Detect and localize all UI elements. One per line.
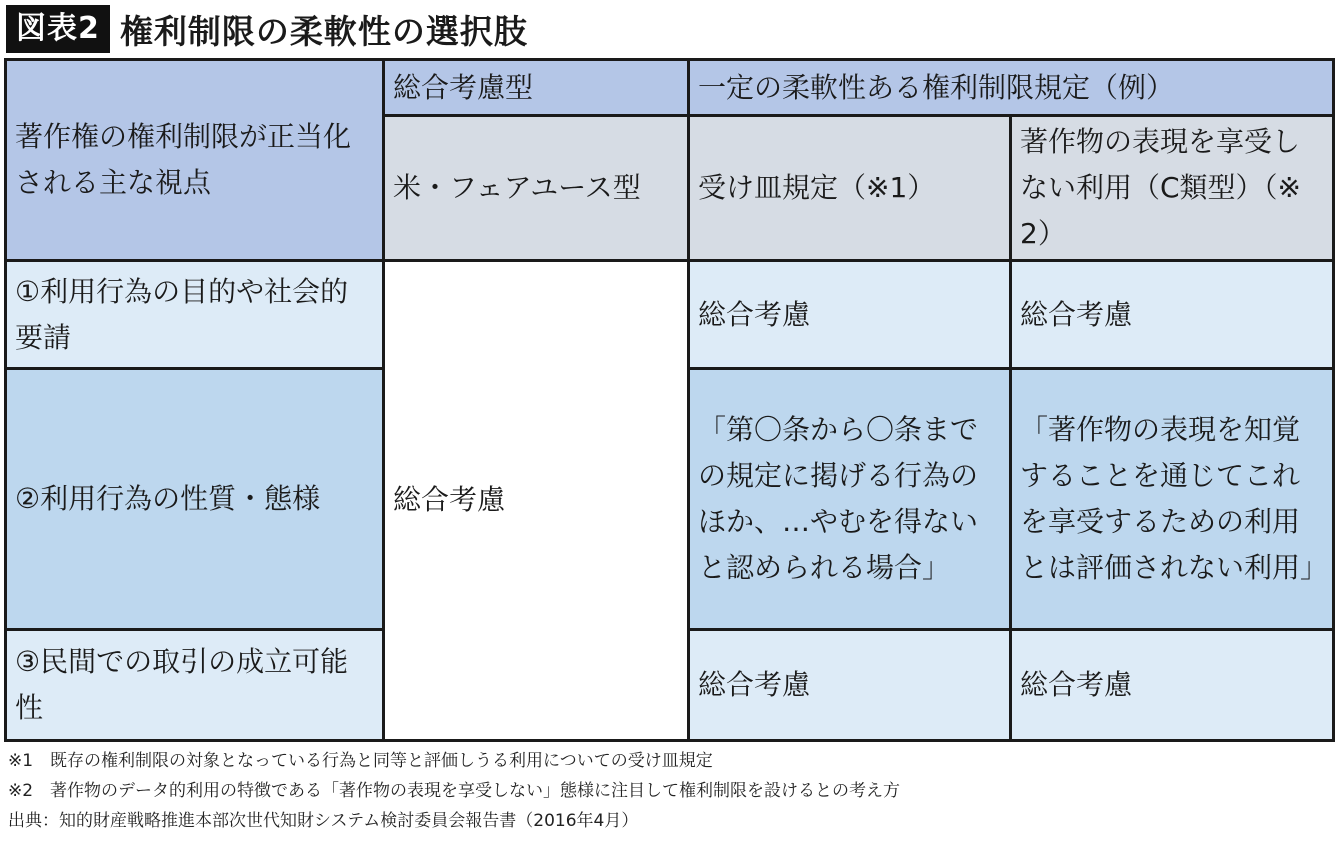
- cell-non-enjoyment: 「著作物の表現を知覚することを通じてこれを享受するための利用とは評価されない利用」: [1011, 369, 1334, 630]
- cell-catch-all: 総合考慮: [689, 630, 1011, 741]
- figure-title-text: 権利制限の柔軟性の選択肢: [119, 11, 528, 51]
- row-viewpoint-nature: ②利用行為の性質・態様: [6, 369, 384, 630]
- figure-number-badge: 図表2: [6, 5, 110, 53]
- table-header-row: [6, 60, 1334, 116]
- header-comprehensive-type: 総合考慮型: [384, 60, 689, 116]
- header-viewpoint: 著作権の権利制限が正当化される主な視点: [6, 60, 384, 261]
- table-row: [6, 260, 1334, 368]
- cell-fair-use-comprehensive: 総合考慮: [384, 260, 689, 740]
- header-flexible-provisions: 一定の柔軟性ある権利制限規定（例）: [689, 60, 1334, 116]
- flexibility-options-table: [4, 58, 1335, 742]
- subheader-catch-all: 受け皿規定（※1）: [689, 116, 1011, 261]
- figure-title: [6, 4, 528, 54]
- footnote-1: ※1 既存の権利制限の対象となっている行為と同等と評価しうる利用についての受け皿規定: [8, 751, 713, 771]
- row-viewpoint-market: ③民間での取引の成立可能性: [6, 630, 384, 741]
- row-viewpoint-purpose: ①利用行為の目的や社会的要請: [6, 260, 384, 368]
- footnote-2: ※2 著作物のデータ的利用の特徴である「著作物の表現を享受しない」態様に注目して権利制限を設けるとの考え方: [8, 781, 901, 801]
- cell-catch-all: 総合考慮: [689, 260, 1011, 368]
- cell-catch-all: 「第〇条から〇条までの規定に掲げる行為のほか、…やむを得ないと認められる場合」: [689, 369, 1011, 630]
- footnotes: [8, 746, 1328, 836]
- cell-non-enjoyment: 総合考慮: [1011, 260, 1334, 368]
- subheader-us-fair-use: 米・フェアユース型: [384, 116, 689, 261]
- source-note: 出典：知的財産戦略推進本部次世代知財システム検討委員会報告書（2016年4月）: [8, 811, 639, 831]
- cell-non-enjoyment: 総合考慮: [1011, 630, 1334, 741]
- subheader-non-enjoyment: 著作物の表現を享受しない利用（C類型）（※2）: [1011, 116, 1334, 261]
